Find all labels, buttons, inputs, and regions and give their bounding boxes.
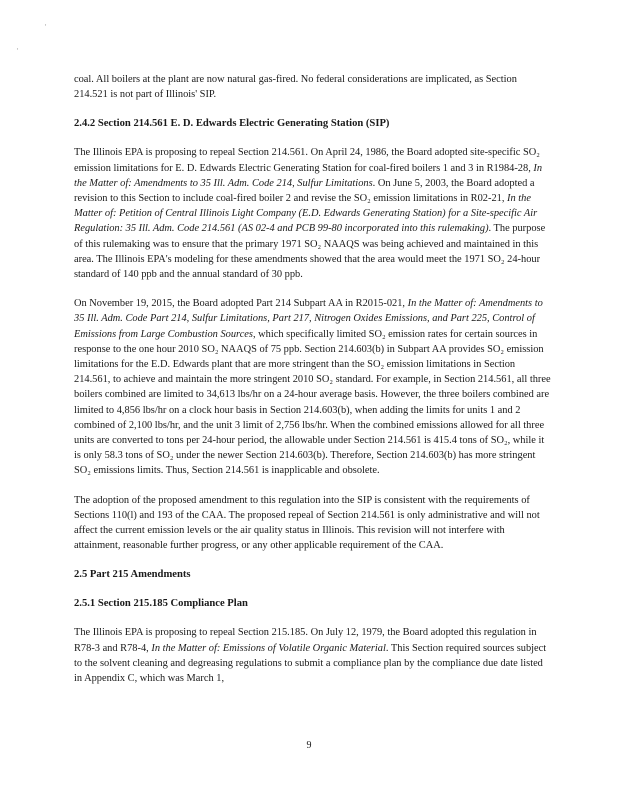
document-body — [74, 72, 552, 700]
paragraph-text: coal. All boilers at the plant are now natural gas-fired. No federal considerations are implicated, as Section 214.521 is not part of Illinois' SIP. — [74, 74, 517, 101]
case-citation: In the Matter of: Emissions of Volatile Organic Material — [151, 642, 386, 654]
body-paragraph — [74, 145, 552, 282]
section-heading: 2.5 Part 215 Amendments — [74, 569, 191, 581]
body-paragraph — [74, 72, 552, 102]
section-heading: 2.5.1 Section 215.185 Compliance Plan — [74, 598, 248, 610]
case-citation: In the Matter of: Amendments to 35 Ill. Adm. Code Part 214, Sulfur Limitations, Part 217, Nitrogen Oxides Emissions, and Part 225, Control of Emissions from Large Combustion Sources — [74, 298, 543, 340]
paragraph-text: . On June 5, 2003, the Board adopted a revision to this Section to include coal-fired boiler 2 and revise the SO₂ emission limitations in R02-21, — [74, 177, 535, 205]
paragraph-text: , which specifically limited SO₂ emission rates for certain sources in response to the one hour 2010 SO₂ NAAQS of 75 ppb. Section 214.603(b) in Subpart AA provides SO₂ emission limitations for the E.D. Edwards plant that are more stringent than the SO₂ emission limitations in Section 214.561, to achieve and maintain the more stringent 2010 SO₂ standard. For example, in Section 214.561, all three boilers combined are limited to 34,613 lbs/hr on a 24-hour average basis. However, the three boilers combined are limited to 4,856 lbs/hr on a clock hour basis in Section 214.603(b), when adding the limits for units 1 and 2 combined of 2,100 lbs/hr, and the unit 3 limit of 2,756 lbs/hr. When the combined emissions allowed for all three units are converted to tons per 24-hour period, the allowable under Section 214.561 is 415.4 tons of SO₂, while it is only 58.3 tons of SO₂ under the newer Section 214.603(b). Therefore, Section 214.603(b) has more stringent SO₂ emissions limits. Thus, Section 214.561 is inapplicable and obsolete. — [74, 328, 551, 477]
scan-speck: · — [16, 44, 19, 54]
paragraph-text: The Illinois EPA is proposing to repeal Section 215.185. On July 12, 1979, the Board adopted this regulation in R78-3 and R78-4, — [74, 627, 537, 654]
case-citation: In the Matter of: Petition of Central Illinois Light Company (E.D. Edwards Generating Station) for a Site-specific Air Regulation: 35 Ill. Adm. Code 214.561 (AS 02-4 and PCB 99-80 incorporated into this rulemaking) — [74, 193, 538, 235]
paragraph-text: The Illinois EPA is proposing to repeal Section 214.561. On April 24, 1986, the Board adopted site-specific SO₂ emission limitations for E. D. Edwards Electric Generating Station for coal-fired boilers 1 and 3 in R1984-28, — [74, 147, 540, 174]
paragraph-text: On November 19, 2015, the Board adopted Part 214 Subpart AA in R2015-021, — [74, 298, 408, 310]
body-paragraph — [74, 296, 552, 478]
section-heading: 2.4.2 Section 214.561 E. D. Edwards Electric Generating Station (SIP) — [74, 118, 390, 130]
body-paragraph — [74, 493, 552, 554]
paragraph-text: The adoption of the proposed amendment to this regulation into the SIP is consistent with the requirements of Sections 110(l) and 193 of the CAA. The proposed repeal of Section 214.561 is only administrative and will not affect the current emission levels or the air quality status in Illinois. This revision will not interfere with attainment, reasonable further progress, or any other applicable requirement of the CAA. — [74, 494, 540, 552]
paragraph-text: . This Section required sources subject to the solvent cleaning and degreasing regulations to submit a compliance plan by the compliance due date listed in Appendix C, which was March 1, — [74, 642, 547, 685]
body-paragraph — [74, 625, 552, 686]
case-citation: In the Matter of: Amendments to 35 Ill. Adm. Code 214, Sulfur Limitations — [74, 162, 543, 189]
paragraph-text: . The purpose of this rulemaking was to ensure that the primary 1971 SO₂ NAAQS was being achieved and maintained in this area. The Illinois EPA's modeling for these amendments showed that the area would meet the 1971 SO₂ 24-hour standard of 140 ppb and the annual standard of 30 ppb. — [74, 223, 546, 281]
page-number: 9 — [306, 740, 312, 751]
scan-speck: · — [44, 20, 47, 30]
